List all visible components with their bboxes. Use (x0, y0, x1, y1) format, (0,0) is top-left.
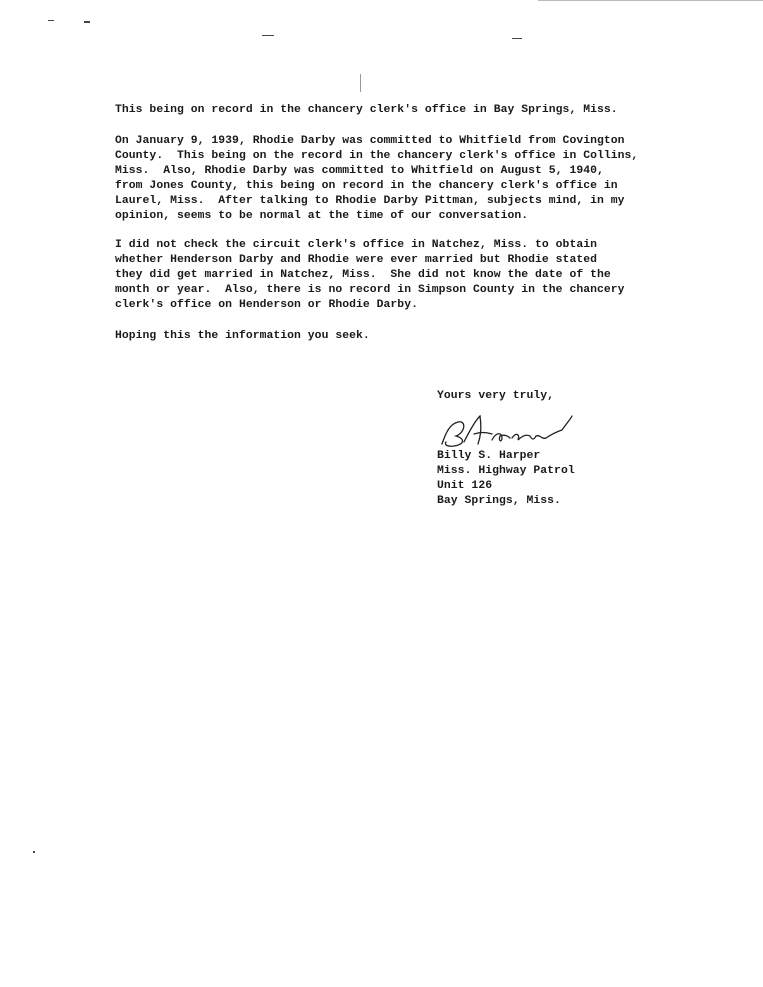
paragraph-line: opinion, seems to be normal at the time of our conversation. (115, 210, 529, 222)
paragraph-line: Miss. Also, Rhodie Darby was committed to Whitfield on August 5, 1940, (115, 165, 604, 177)
scan-mark (360, 74, 361, 92)
paragraph-line: Laurel, Miss. After talking to Rhodie Darby Pittman, subjects mind, in my (115, 195, 625, 207)
paragraph-line: I did not check the circuit clerk's office in Natchez, Miss. to obtain (115, 239, 597, 251)
record-line: This being on record in the chancery clerk's office in Bay Springs, Miss. (115, 104, 618, 116)
signer-title: Miss. Highway Patrol (437, 465, 575, 477)
paragraph-line: from Jones County, this being on record in the chancery clerk's office in (115, 180, 618, 192)
scan-mark (48, 20, 54, 21)
scan-mark (262, 35, 274, 36)
paragraph-line: they did get married in Natchez, Miss. She did not know the date of the (115, 269, 611, 281)
paragraph-line: clerk's office on Henderson or Rhodie Darby. (115, 299, 418, 311)
signer-unit: Unit 126 (437, 480, 493, 492)
signer-location: Bay Springs, Miss. (437, 495, 561, 507)
closing-line: Hoping this the information you seek. (115, 330, 370, 342)
paragraph-line: whether Henderson Darby and Rhodie were ever married but Rhodie stated (115, 254, 597, 266)
scan-mark (538, 0, 763, 1)
paragraph-line: County. This being on the record in the chancery clerk's office in Collins, (115, 150, 639, 162)
salutation: Yours very truly, (437, 390, 555, 402)
paragraph-line: On January 9, 1939, Rhodie Darby was committed to Whitfield from Covington (115, 135, 625, 147)
scan-mark (33, 851, 35, 853)
paragraph-line: month or year. Also, there is no record in Simpson County in the chancery (115, 284, 625, 296)
handwritten-signature (436, 410, 586, 454)
signer-name: Billy S. Harper (437, 450, 541, 462)
scan-mark (512, 38, 522, 39)
scan-mark (84, 21, 90, 23)
